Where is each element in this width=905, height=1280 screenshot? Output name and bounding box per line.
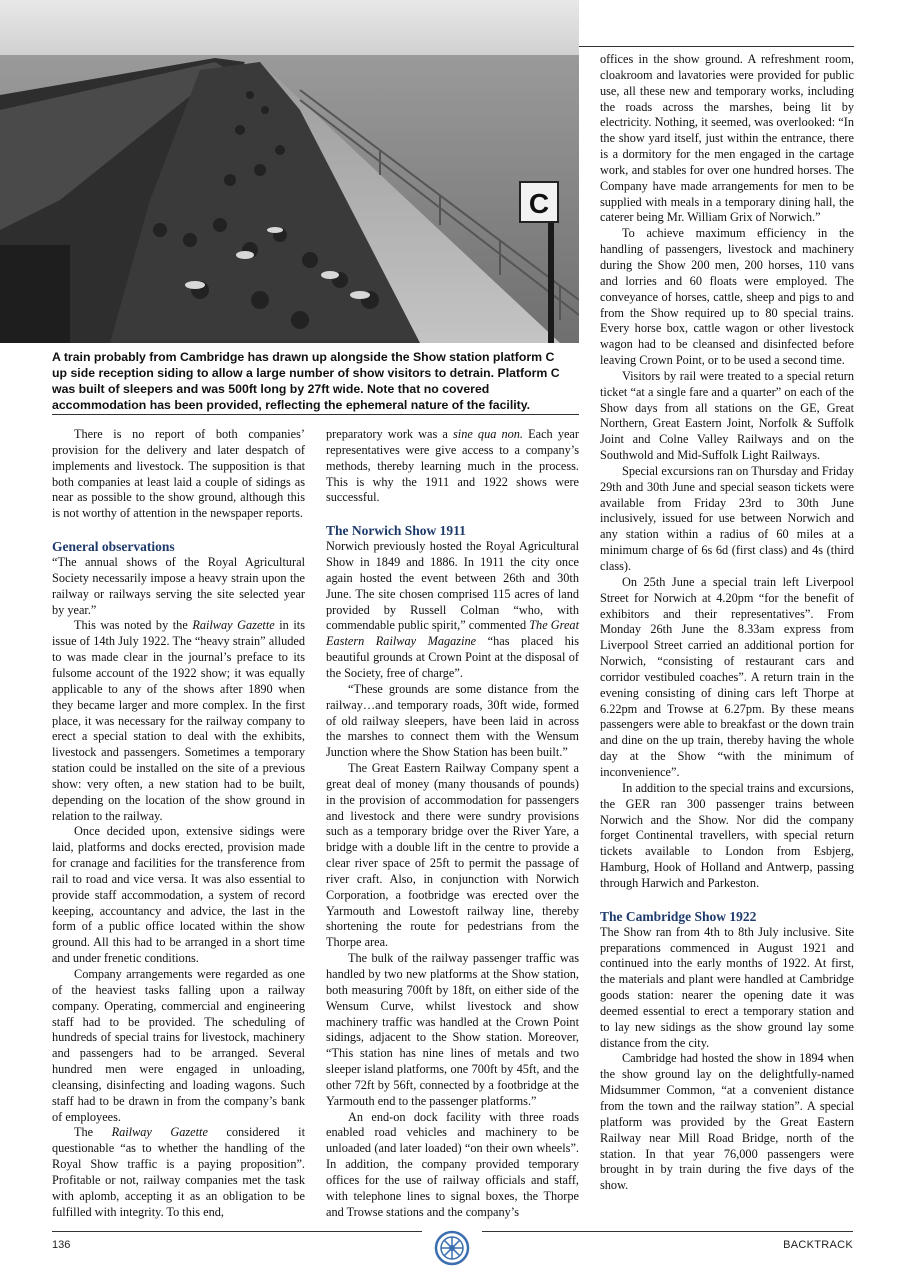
paragraph: Company arrangements were regarded as one of the heaviest tasks falling upon a railway company. Operating, commercial and engineering staff had to be provided. The scheduling of hundreds of special trains for livestock, machinery and passengers had to be arranged. Several hundred men were engaged in unloading, cleansing, disinfecting and loading wagons. Such staff had to be drawn in from the company’s bank of employees. [52, 967, 305, 1124]
photo-caption: A train probably from Cambridge has drawn up alongside the Show station platform C up side reception siding to allow a large number of show visitors to detrain. Platform C was built of sleepers and was 500ft long by 27ft wide. Note that no covered accommodation has been provided, reflecting the ephemeral nature of the facility. [52, 350, 560, 412]
column-1 [52, 427, 305, 1221]
paragraph: “These grounds are some distance from the railway…and temporary roads, 30ft wide, formed of old railway sleepers, have been laid in across the marshes to connect them with the Wensum Junction where the Show Station has been built.” [326, 681, 579, 760]
paragraph: Once decided upon, extensive sidings were laid, platforms and docks erected, provision made for cranage and facilities for the transference from rail to road and vice versa. It was also essential to provide staff accommodation, a system of record keeping, accountancy and advice, the last in the form of a public office located within the show ground. All this had to be arranged in a short time and under frenetic conditions. [52, 824, 305, 966]
page-number: 136 [52, 1239, 71, 1251]
magazine-name: BACKTRACK [783, 1239, 853, 1251]
platform-c-sign: C [528, 188, 550, 219]
paragraph: preparatory work was a sine qua non. Each year representatives were give access to a company’s methods, thereby learning much in the process. This is why the 1911 and 1922 shows were successful. [326, 427, 579, 505]
paragraph: In addition to the special trains and excursions, the GER ran 300 passenger trains between Norwich and the Show. Nor did the company forget Continental travellers, with special return tickets available to London from Esbjerg, Hamburg, Hook of Holland and Antwerp, passing through Harwich and Parkeston. [600, 780, 854, 890]
section-heading-general: General observations [52, 539, 175, 555]
paragraph: This was noted by the Railway Gazette in its issue of 14th July 1922. The “heavy strain” alluded to was made clear in the journal’s preface to its fulsome account of the 1922 show; it was equally applicable to any of the shows after 1890 when they became larger and more complex. In the first place, it was necessary for the railway company to erect a special station to deal with the exhibits, livestock and passengers. Sometimes a temporary station could be installed on the site of a previous show: very often, a new station had to be built, depending on the location of the show ground in relation to the railway. [52, 618, 305, 823]
paragraph: There is no report of both companies’ provision for the delivery and later despatch of implements and livestock. The supposition is that both companies at least laid a couple of sidings as near as possible to the show ground, although this is not worthy of attention in the newspaper reports. [52, 427, 305, 521]
paragraph: Visitors by rail were treated to a special return ticket “at a single fare and a quarter” on each of the Show days from all stations on the GE, Great Northern, Great Eastern Joint, Norfolk & Suffolk Joint and Colne Valley Railways and on the Southwold and Mid-Suffolk Light Railways. [600, 368, 854, 463]
paragraph: Special excursions ran on Thursday and Friday 29th and 30th June and special season tickets were available from Friday 23rd to 30th June inclusively, issued for use between Norwich and any station within a radius of 60 miles at a minimum charge of 6s 6d (first class) and 4s (third class). [600, 463, 854, 573]
footer-rule-left [52, 1231, 422, 1232]
paragraph: To achieve maximum efficiency in the handling of passengers, livestock and machinery during the Show 200 men, 200 horses, 110 vans and lorries and 60 floats were employed. The conveyance of horses, cattle, sheep and pigs to and from the Show required up to 80 special trains. Every horse box, cattle wagon or other livestock wagon had to be cleansed and disinfected before leaving Crown Point, or to be used a second time. [600, 226, 854, 368]
caption-rule [52, 414, 579, 415]
section-heading-norwich: The Norwich Show 1911 [326, 523, 466, 539]
crowd-platform-photo [0, 0, 579, 343]
paragraph: offices in the show ground. A refreshment room, cloakroom and lavatories were provided for public use, all these new and temporary works, including the roads across the marshes, being lit by electricity. Nothing, it seemed, was overlooked: “In the show yard itself, just within the entrance, there is a dormitory for the men engaged in the cartage work, and stables for over one hundred horses. The Company have made arrangements for men to be supplied with meals in a temporary dining hall, the caterer being Mr. William Grix of Norwich.” [600, 52, 854, 225]
paragraph: An end-on dock facility with three roads enabled road vehicles and machinery to be unloaded (and later loaded) “on their own wheels”. In addition, the company provided temporary offices for the use of railway officials and staff, with telephone lines to signal boxes, the Thorpe and Trowse stations and the company’s [326, 1109, 579, 1219]
section-heading-cambridge: The Cambridge Show 1922 [600, 908, 757, 924]
column-3 [600, 52, 854, 1194]
column3-top-rule [579, 46, 854, 47]
paragraph: On 25th June a special train left Liverpool Street for Norwich at 4.20pm “for the benefit of exhibitors and their representatives”. From Monday 26th June the 8.33am express from Liverpool Street carried an additional portion for Norwich, “consisting of restaurant cars and corridor vestibuled coaches”. A return train in the evening consisting of dining cars left Thorpe at 6.22pm and Trowse at 6.27pm. By these means passengers were able to breakfast or the down train and dine on the up train, thereby having the whole day at the Show “with the minimum of inconvenience”. [600, 574, 854, 779]
paragraph: “The annual shows of the Royal Agricultural Society necessarily impose a heavy strain upon the railway or railways serving the site selected year by year.” [52, 555, 305, 617]
paragraph: The Railway Gazette considered it questionable “as to whether the handling of the Royal Show traffic is a paying proposition”. Profitable or not, railway companies met the task with aplomb, accepting it as an obligation to be fulfilled with integrity. To this end, [52, 1125, 305, 1219]
wheel-emblem-icon [434, 1230, 470, 1266]
photo-illustration [0, 0, 579, 343]
column-2 [326, 427, 579, 1221]
paragraph: Norwich previously hosted the Royal Agricultural Show in 1849 and 1886. In 1911 the city once again hosted the event between 26th and 30th June. The site chosen comprised 115 acres of land provided by Russell Colman “who, with commendable public spirit,” commented The Great Eastern Railway Magazine “has placed his beautiful grounds at Crown Point at the disposal of the Society, free of charge”. [326, 539, 580, 680]
paragraph: The Show ran from 4th to 8th July inclusive. Site preparations commenced in August 1921 and continued into the early months of 1922. At first, the materials and plant were handled at Cambridge goods station: nearer the opening date it was deemed essential to erect a temporary station and to lay new sidings as the show ground lay some distance from the city. [600, 924, 854, 1050]
paragraph: Cambridge had hosted the show in 1894 when the show ground lay on the delightfully-named Midsummer Common, “at a convenient distance from the town and the railway station”. A special platform was provided by the Great Eastern Railway near Mill Road Bridge, north of the station. In that year 76,000 passengers were brought in by train during the five days of the show. [600, 1051, 854, 1193]
paragraph: The Great Eastern Railway Company spent a great deal of money (many thousands of pounds) in the provision of accommodation for passengers and livestock and there were sundry provisions such as a temporary bridge over the River Yare, a bridge with a double lift in the centre to provide a clear river space of 25ft to permit the passage of river craft. Also, in conjunction with Norwich Corporation, a footbridge was erected over the Yarmouth and Lowestoft railway line, thereby shortening the route for pedestrians from the Thorpe area. [326, 761, 579, 950]
footer-rule-right [482, 1231, 853, 1232]
paragraph: The bulk of the railway passenger traffic was handled by two new platforms at the Show station, both measuring 700ft by 18ft, on either side of the Wensum Curve, whilst livestock and show machinery traffic was handled at the Crown Point sidings, adjacent to the Show station. Moreover, “This station has nine lines of metals and two sleeper island platforms, one 700ft by 45ft, and the other 72ft by 56ft, connected by a footbridge at the Yarmouth end to the passenger platforms.” [326, 951, 579, 1108]
